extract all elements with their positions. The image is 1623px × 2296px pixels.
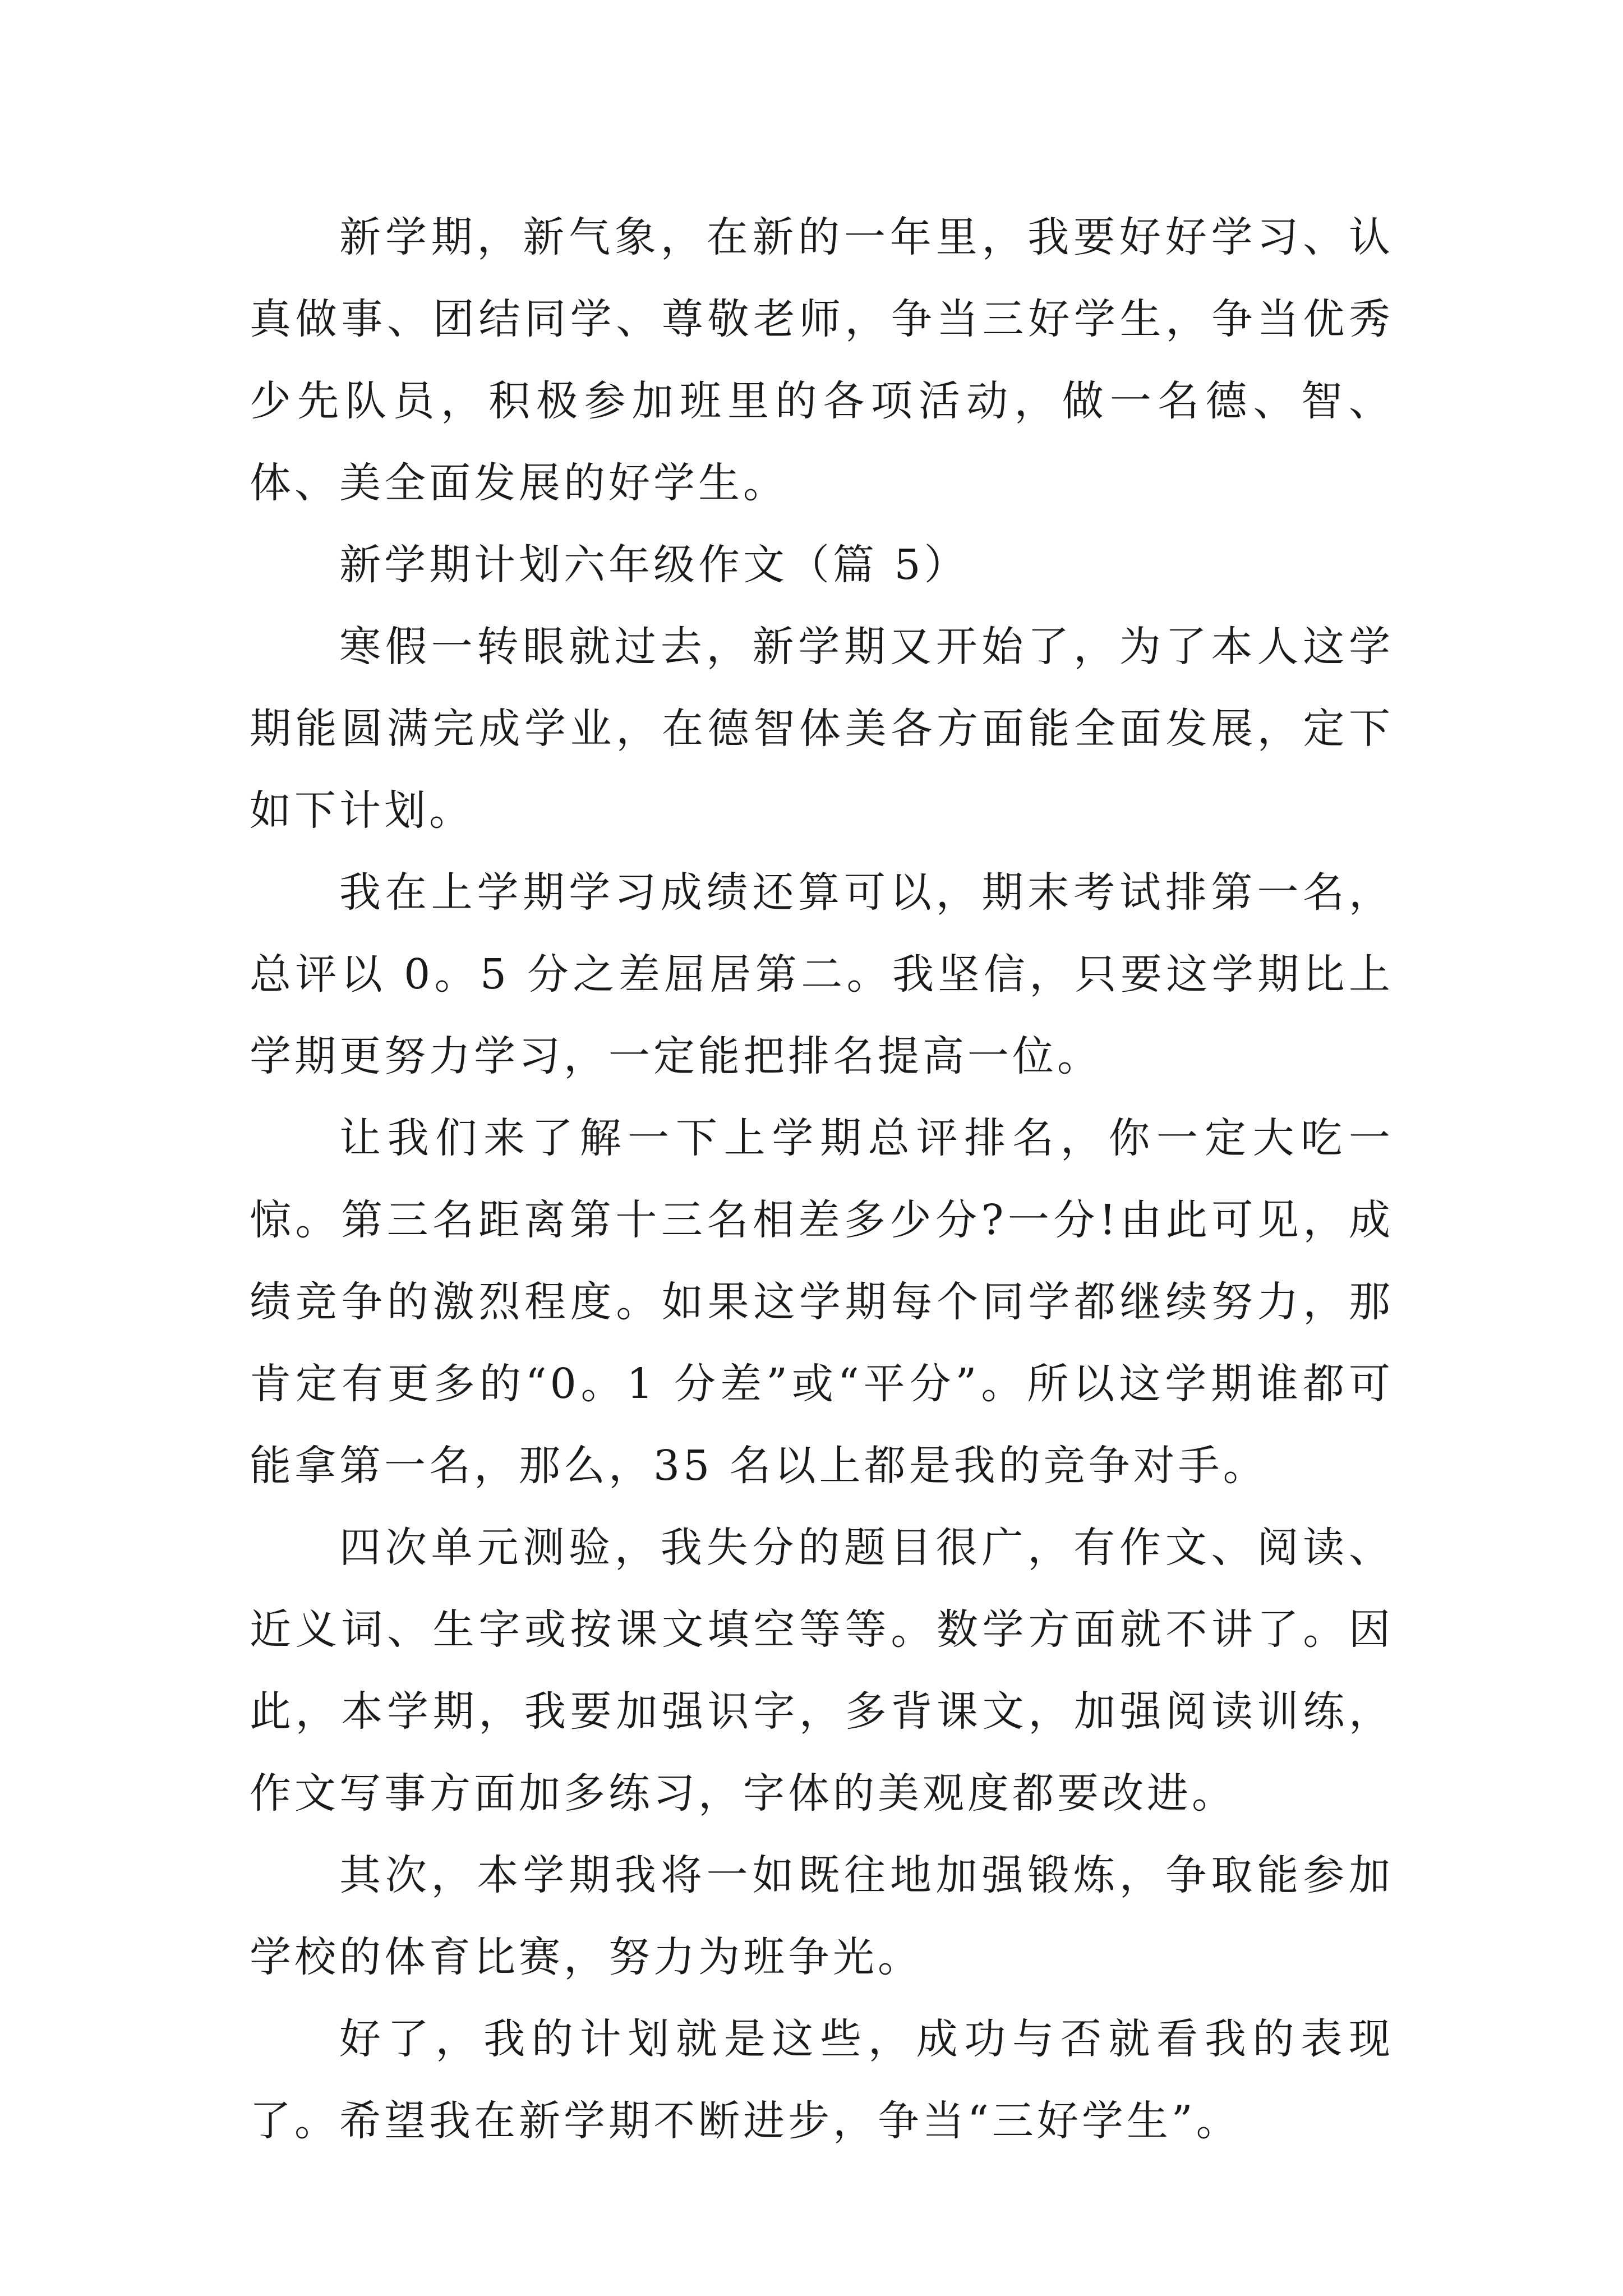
paragraph-7: 好了，我的计划就是这些，成功与否就看我的表现了。希望我在新学期不断进步，争当“三好学生”。 [250,2015,1394,2145]
paragraph-4: 让我们来了解一下上学期总评排名，你一定大吃一惊。第三名距离第十三名相差多少分?一分!由此可见，成绩竞争的激烈程度。如果这学期每个同学都继续努力，那肯定有更多的“0。1 分差”或“平分”。所以这学期谁都可能拿第一名，那么，35 名以上都是我的竞争对手。 [250,1114,1394,1490]
paragraph-3: 我在上学期学习成绩还算可以，期末考试排第一名，总评以 0。5 分之差屈居第二。我坚信，只要这学期比上学期更努力学习，一定能把排名提高一位。 [250,868,1394,1080]
paragraph-1: 新学期，新气象，在新的一年里，我要好好学习、认真做事、团结同学、尊敬老师，争当三好学生，争当优秀少先队员，积极参加班里的各项活动，做一名德、智、体、美全面发展的好学生。 [250,213,1394,507]
paragraph-2: 寒假一转眼就过去，新学期又开始了，为了本人这学期能圆满完成学业，在德智体美各方面能全面发展，定下如下计划。 [250,623,1394,835]
document-body [250,196,1394,2162]
paragraph-5: 四次单元测验，我失分的题目很广，有作文、阅读、近义词、生字或按课文填空等等。数学方面就不讲了。因此，本学期，我要加强识字，多背课文，加强阅读训练，作文写事方面加多练习，字体的美观度都要改进。 [250,1524,1394,1818]
paragraph-6: 其次，本学期我将一如既往地加强锻炼，争取能参加学校的体育比赛，努力为班争光。 [250,1851,1394,1981]
section-heading: 新学期计划六年级作文（篇 5） [339,541,969,589]
